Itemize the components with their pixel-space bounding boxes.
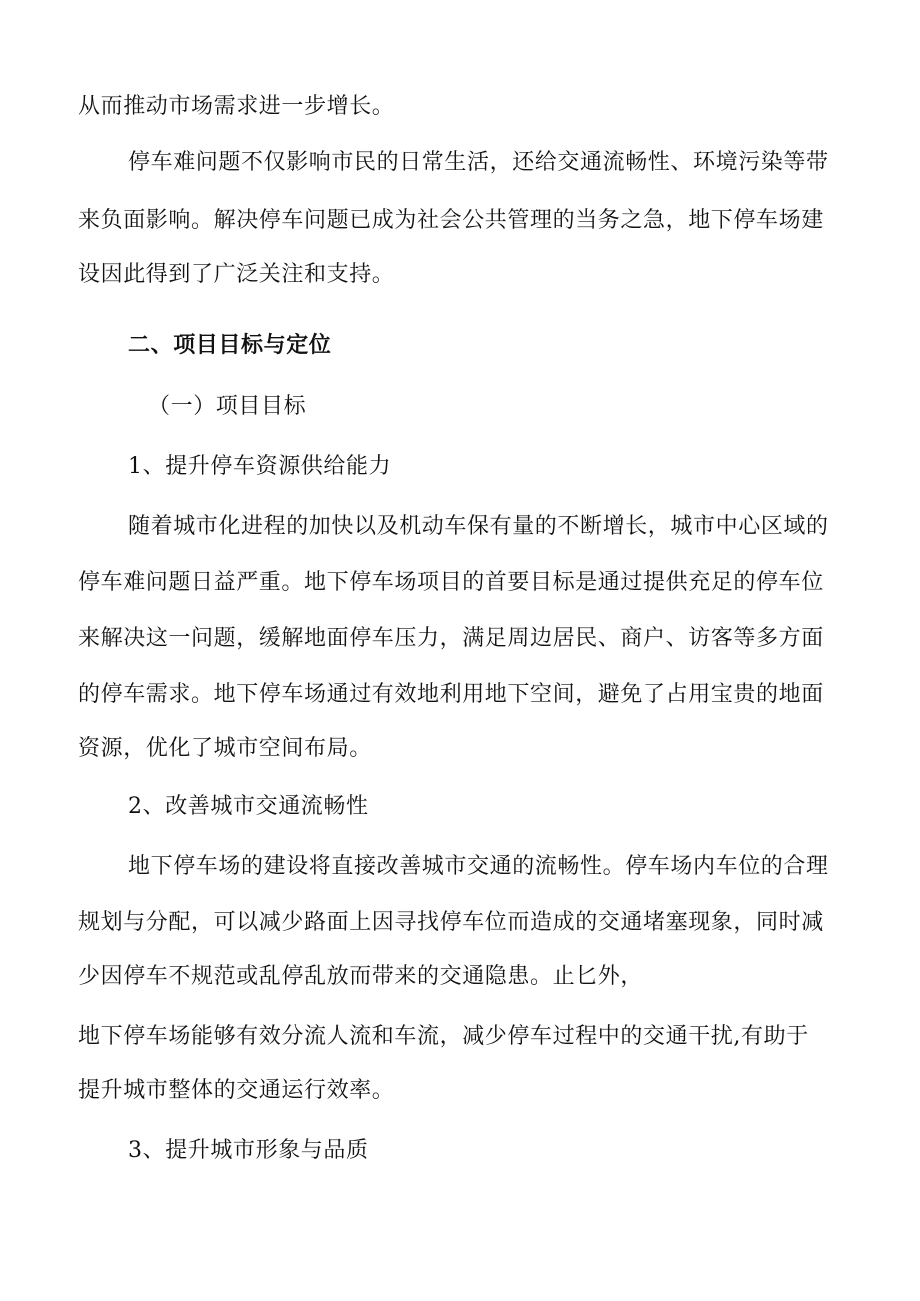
paragraph-line: 地下停车场能够有效分流人流和车流，减少停车过程中的交通干扰,有助于 bbox=[78, 1024, 809, 1049]
paragraph-line: 来解决这一问题，缓解地面停车压力，满足周边居民、商户、访客等多方面 bbox=[78, 626, 824, 651]
paragraph-line: 资源，优化了城市空间布局。 bbox=[78, 736, 372, 761]
item-heading: 1、提升停车资源供给能力 bbox=[128, 454, 392, 479]
paragraph-line: 地下停车场的建设将直接改善城市交通的流畅性。停车场内车位的合理 bbox=[128, 854, 829, 879]
paragraph-line: 停车难问题不仅影响市民的日常生活，还给交通流畅性、环境污染等带 bbox=[128, 150, 829, 175]
section-heading: 二、项目目标与定位 bbox=[128, 332, 332, 358]
paragraph-line: 提升城市整体的交通运行效率。 bbox=[78, 1078, 395, 1103]
subsection-heading: （一）项目目标 bbox=[148, 394, 307, 419]
item-heading: 3、提升城市形象与品质 bbox=[128, 1138, 369, 1163]
paragraph-line: 的停车需求。地下停车场通过有效地利用地下空间，避免了占用宝贵的地面 bbox=[78, 682, 824, 707]
paragraph-line: 设因此得到了广泛关注和支持。 bbox=[78, 262, 395, 287]
paragraph-line: 从而推动市场需求进一步增长。 bbox=[78, 94, 395, 119]
paragraph-line: 少因停车不规范或乱停乱放而带来的交通隐患。止匕外， bbox=[78, 964, 644, 989]
paragraph-line: 来负面影响。解决停车问题已成为社会公共管理的当务之急，地下停车场建 bbox=[78, 208, 824, 233]
paragraph-line: 停车难问题日益严重。地下停车场项目的首要目标是通过提供充足的停车位 bbox=[78, 570, 824, 595]
item-heading: 2、改善城市交通流畅性 bbox=[128, 794, 369, 819]
paragraph-line: 规划与分配，可以减少路面上因寻找停车位而造成的交通堵塞现象，同时减 bbox=[78, 910, 824, 935]
paragraph-line: 随着城市化进程的加快以及机动车保有量的不断增长，城市中心区域的 bbox=[128, 514, 829, 539]
